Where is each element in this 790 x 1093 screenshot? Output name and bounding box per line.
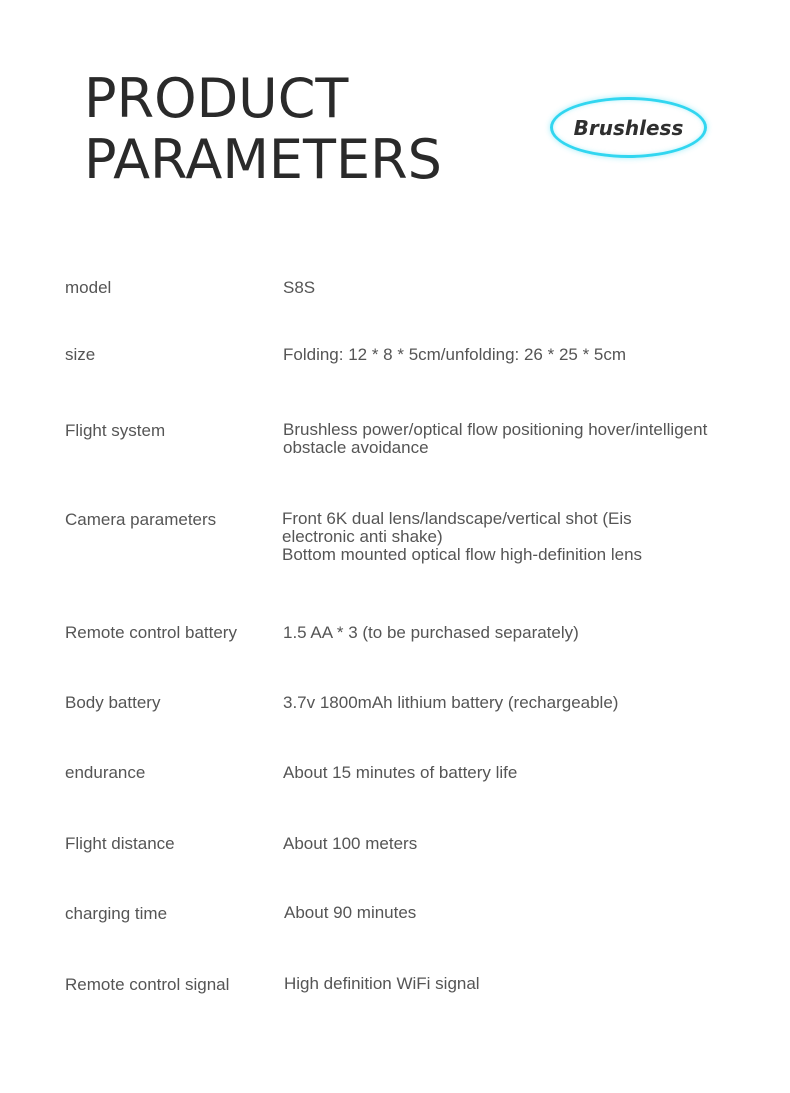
spec-value xyxy=(283,835,753,853)
spec-value-line: Folding: 12 * 8 * 5cm/unfolding: 26 * 25 * 5cm xyxy=(283,345,627,364)
spec-label: size xyxy=(65,345,96,364)
spec-value-line: Brushless power/optical flow positioning hover/intelligent xyxy=(283,420,708,439)
badge-label: Brushless xyxy=(573,115,684,140)
spec-value xyxy=(284,904,754,922)
spec-label: Remote control signal xyxy=(65,975,230,994)
spec-value-line: Front 6K dual lens/landscape/vertical shot (Eis xyxy=(282,509,632,528)
spec-value xyxy=(283,764,753,782)
spec-value xyxy=(283,346,753,364)
spec-value-line: About 100 meters xyxy=(283,834,418,853)
spec-value xyxy=(283,694,753,712)
spec-value xyxy=(282,510,752,564)
spec-label: Body battery xyxy=(65,693,161,712)
page-title xyxy=(84,68,442,190)
spec-label: Camera parameters xyxy=(65,510,217,529)
spec-label: endurance xyxy=(65,763,146,782)
title-line-2: PARAMETERS xyxy=(84,128,442,191)
spec-label: Flight system xyxy=(65,421,166,440)
spec-value-line: 3.7v 1800mAh lithium battery (rechargeable) xyxy=(283,693,619,712)
spec-value-line: obstacle avoidance xyxy=(283,438,429,457)
spec-value-line: electronic anti shake) xyxy=(282,527,443,546)
spec-label: Remote control battery xyxy=(65,623,237,642)
spec-value xyxy=(283,624,753,642)
spec-label: model xyxy=(65,278,112,297)
brushless-badge xyxy=(550,97,707,158)
title-line-1: PRODUCT xyxy=(84,67,349,130)
spec-value-line: S8S xyxy=(283,278,316,297)
spec-value-line: About 15 minutes of battery life xyxy=(283,763,518,782)
spec-value xyxy=(284,975,754,993)
spec-value-line: 1.5 AA * 3 (to be purchased separately) xyxy=(283,623,579,642)
spec-label: charging time xyxy=(65,904,168,923)
spec-label: Flight distance xyxy=(65,834,175,853)
spec-value-line: Bottom mounted optical flow high-definition lens xyxy=(282,545,643,564)
spec-value xyxy=(283,421,753,457)
spec-value-line: About 90 minutes xyxy=(284,903,417,922)
spec-value xyxy=(283,279,753,297)
spec-value-line: High definition WiFi signal xyxy=(284,974,480,993)
